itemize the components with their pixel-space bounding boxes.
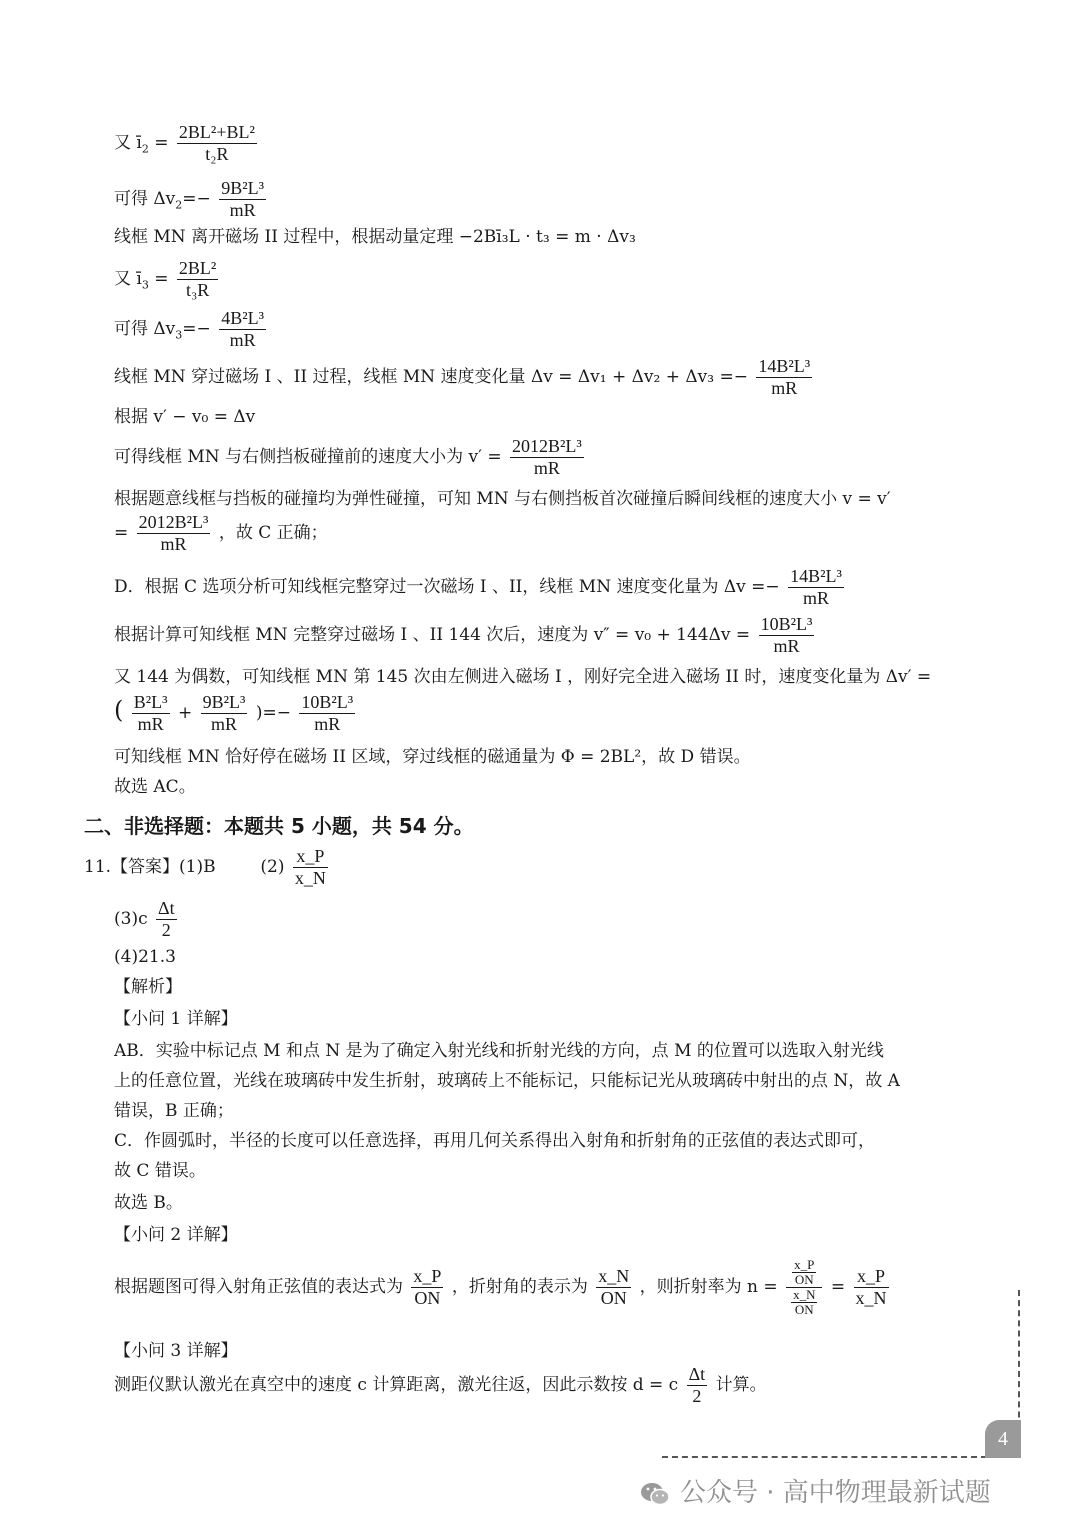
fraction: $\frac{x\_N}{ON}$ [598,1266,630,1308]
sub3-equation-line: 测距仪默认激光在真空中的速度 c 计算距离，激光往返，因此示数按 d = c $\frac{\Delta t}{2}$ 计算。 [114,1364,767,1406]
watermark: 公众号 · 高中物理最新试题 [640,1472,991,1509]
fraction: $\frac{\text{9B²L³}}{mR}$ [221,178,264,220]
fraction: $\frac{\text{10B²L³}}{mR}$ [301,692,354,734]
fraction: $\frac{x\_P}{ON}$ [794,1257,815,1287]
sub1-label: 【小问 1 详解】 [114,1009,238,1029]
sub1-paragraph: 错误，B 正确； [114,1101,234,1121]
fraction: $\frac{\text{14B²L³}}{mR}$ [790,566,842,608]
sub1-paragraph: C．作圆弧时，半径的长度可以任意选择，再用几何关系得出入射角和折射角的正弦值的表达式即可， [114,1131,876,1151]
text-line-7: 根据 v′ − v₀ = Δv [114,407,256,427]
fraction: $\frac{\text{9B²L³}}{mR}$ [202,692,246,734]
sub2-equation-line: 根据题图可得入射角正弦值的表达式为 $\frac{x\_P}{ON}$ ，折射角的表示为 $\frac{x\_N}{ON}$ ，则折射率为 n = $\frac{\frac{x\_P}{ON}}{\frac{x\_N}{ON}}$ = $\frac{x\_P}{x\_N}$ [114,1257,887,1317]
text-line-15: 可知线框 MN 恰好停在磁场 II 区域，穿过线框的磁通量为 Φ = 2BL²，故 D 错误。 [114,747,751,767]
sub1-paragraph: 故 C 错误。 [114,1161,206,1181]
eq-line-10: = $\frac{\text{2012B²L³}}{mR}$ ，故 C 正确； [114,512,328,554]
fraction: $\frac{\Delta t}{2}$ [688,1364,706,1406]
text-line-3: 线框 MN 离开磁场 II 过程中，根据动量定理 −2Bī₃L · t₃ = m · Δv₃ [114,227,636,247]
dashed-border-horizontal [662,1456,987,1458]
eq-line-6: 线框 MN 穿过磁场 I 、II 过程，线框 MN 速度变化量 Δv = Δv₁ + Δv₂ + Δv₃ =− $\frac{\text{14B²L³}}{mR}$ [114,356,811,398]
eq-line-5: 可得 $\Delta v_3=-$ $\frac{\text{4B²L³}}{mR}$ [114,308,264,350]
eq-line-8: 可得线框 MN 与右侧挡板碰撞前的速度大小为 v′ = $\frac{\text{2012B²L³}}{mR}$ [114,436,582,478]
text-line-16: 故选 AC。 [114,777,196,797]
text-line-13: 又 144 为偶数，可知线框 MN 第 145 次由左侧进入磁场 I ，刚好完全进入磁场 II 时，速度变化量为 Δv′ = [114,667,932,687]
eq-line-2: 可得 $\Delta v_2=-$ $\frac{\text{9B²L³}}{mR}$ [114,178,264,220]
fraction: $\frac{\text{2012B²L³}}{mR}$ [512,436,582,478]
eq-line-1: 又 $ī_2$ = $\frac{\text{2BL²+BL²}}{\text{t₂R}}$ [114,122,255,164]
fraction: $\frac{x\_P}{ON}$ [413,1266,442,1308]
sub3-label: 【小问 3 详解】 [114,1341,238,1361]
fraction: $\frac{x\_P}{x\_N}$ [294,846,326,888]
sub1-paragraph: 上的任意位置，光线在玻璃砖中发生折射，玻璃砖上不能标记，只能标记光从玻璃砖中射出的点 N，故 A [114,1071,900,1091]
fraction: $\frac{\text{B²L³}}{mR}$ [133,692,168,734]
fraction: $\frac{\text{2012B²L³}}{mR}$ [138,512,209,554]
eq-line-14: ( $\frac{\text{B²L³}}{mR}$ + $\frac{\text{9B²L³}}{mR}$ )=− $\frac{\text{10B²L³}}{mR}$ [114,692,354,734]
text-line-9: 根据题意线框与挡板的碰撞均为弹性碰撞，可知 MN 与右侧挡板首次碰撞后瞬间线框的速度大小 v = v′ [114,489,891,509]
sub2-label: 【小问 2 详解】 [114,1225,238,1245]
sub1-paragraph: 故选 B。 [114,1193,183,1213]
analysis-label: 【解析】 [114,977,182,997]
q11-answer: 11.【答案】(1)B (2) $\frac{x\_P}{x\_N}$ [84,846,326,888]
eq-line-12: 根据计算可知线框 MN 完整穿过磁场 I 、II 144 次后，速度为 v″ = v₀ + 144Δv = $\frac{\text{10B²L³}}{mR}$ [114,614,813,656]
fraction: $\frac{\text{10B²L³}}{mR}$ [760,614,813,656]
page-number: 4 [985,1420,1021,1458]
fraction: $\frac{x\_N}{ON}$ [793,1287,816,1317]
compound-fraction [786,1258,822,1317]
fraction: $\frac{x\_P}{x\_N}$ [855,1266,887,1308]
eq-line-11: D．根据 C 选项分析可知线框完整穿过一次磁场 I 、II，线框 MN 速度变化量为 Δv =− $\frac{\text{14B²L³}}{mR}$ [114,566,842,608]
sub1-paragraph: AB．实验中标记点 M 和点 N 是为了确定入射光线和折射光线的方向，点 M 的位置可以选取入射光线 [114,1041,884,1061]
q11-answer-3: (3)c $\frac{\Delta t}{2}$ [114,898,175,940]
section-heading: 二、非选择题：本题共 5 小题，共 54 分。 [84,814,474,838]
fraction: $\frac{\text{4B²L³}}{mR}$ [221,308,264,350]
fraction: $\frac{\Delta t}{2}$ [158,898,175,940]
wechat-icon [640,1481,670,1507]
q11-answer-4: (4)21.3 [114,947,176,967]
fraction: $\frac{\text{2BL²+BL²}}{\text{t₂R}}$ [178,122,255,164]
eq-line-4: 又 $ī_3$ = $\frac{\text{2BL²}}{\text{t₃R}}$ [114,258,217,300]
fraction: $\frac{\text{14B²L³}}{mR}$ [758,356,811,398]
fraction: $\frac{\text{2BL²}}{\text{t₃R}}$ [178,258,217,300]
